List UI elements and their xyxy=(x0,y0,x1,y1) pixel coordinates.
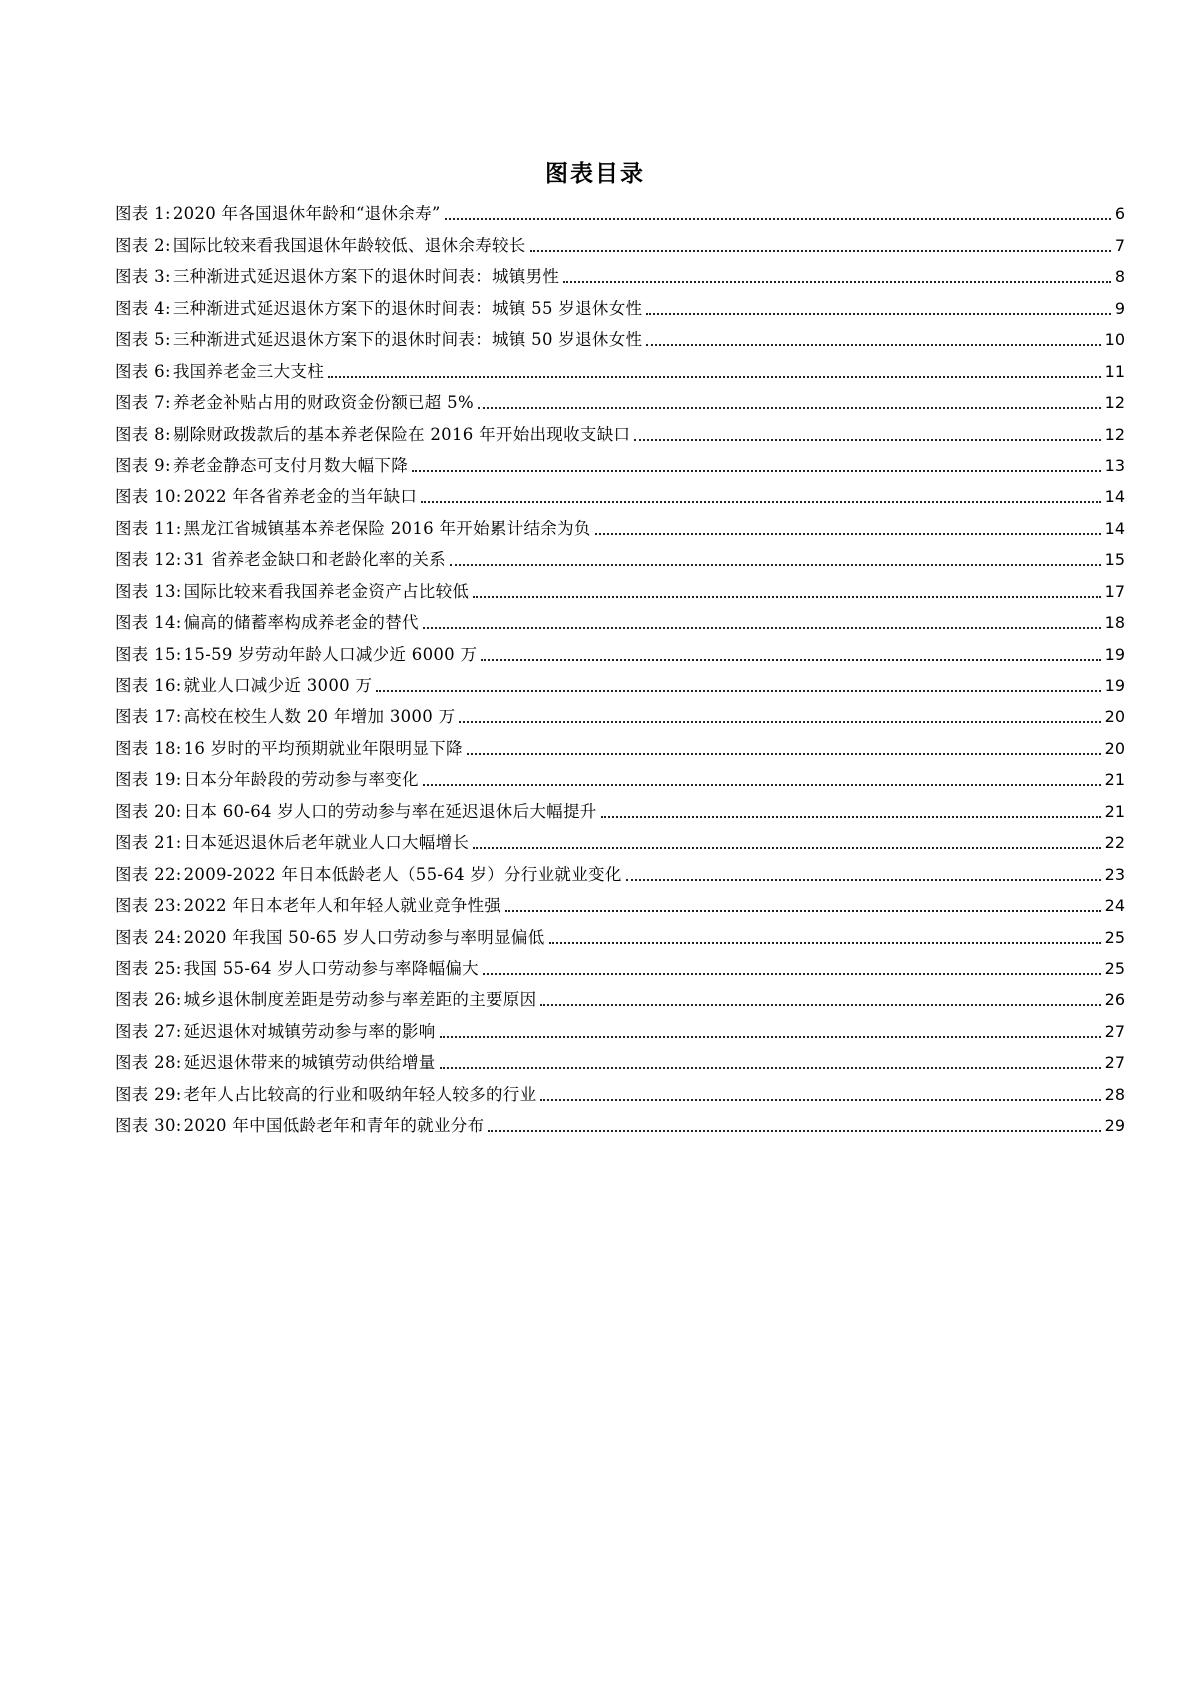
toc-entry-title xyxy=(115,392,474,414)
dot-leader xyxy=(481,658,1100,661)
toc-entry-title xyxy=(115,738,463,760)
dot-leader xyxy=(488,1129,1100,1132)
dot-leader xyxy=(601,815,1101,818)
toc-entry-text: 日本分年龄段的劳动参与率变化 xyxy=(183,770,419,790)
toc-entry[interactable] xyxy=(115,666,1125,697)
dot-leader xyxy=(646,312,1111,315)
toc-page-number[interactable]: 23 xyxy=(1104,864,1125,884)
dot-leader xyxy=(440,1035,1101,1038)
toc-entry-title xyxy=(115,1084,536,1106)
toc-entry-title xyxy=(115,549,446,571)
toc-entry[interactable] xyxy=(115,886,1125,917)
toc-entry-label: 图表 15: xyxy=(115,644,182,664)
toc-entry[interactable] xyxy=(115,1106,1125,1137)
toc-entry[interactable] xyxy=(115,194,1125,225)
dot-leader xyxy=(421,500,1100,503)
toc-page-number[interactable]: 9 xyxy=(1114,298,1125,318)
toc-entry[interactable] xyxy=(115,383,1125,414)
toc-entry[interactable] xyxy=(115,791,1125,822)
toc-entry-label: 图表 29: xyxy=(115,1084,182,1104)
toc-entry-label: 图表 6: xyxy=(115,361,171,381)
toc-entry-text: 国际比较来看我国养老金资产占比较低 xyxy=(183,581,470,601)
toc-entry-text: 养老金补贴占用的财政资金份额已超 5% xyxy=(172,393,474,413)
toc-page-number[interactable]: 27 xyxy=(1104,1021,1125,1041)
dot-leader xyxy=(483,972,1101,975)
toc-entry-title xyxy=(115,1021,436,1043)
toc-entry-label: 图表 5: xyxy=(115,330,171,350)
dot-leader xyxy=(646,343,1100,346)
toc-entry-title xyxy=(115,266,559,288)
toc-entry-text: 国际比较来看我国退休年龄较低、退休余寿较长 xyxy=(172,235,526,255)
toc-page-number[interactable]: 12 xyxy=(1104,424,1125,444)
toc-entry-label: 图表 9: xyxy=(115,455,171,475)
toc-entry-label: 图表 3: xyxy=(115,267,171,287)
dot-leader xyxy=(634,438,1100,441)
table-of-figures xyxy=(115,194,1125,1137)
toc-entry-label: 图表 18: xyxy=(115,738,182,758)
toc-entry-text: 高校在校生人数 20 年增加 3000 万 xyxy=(183,707,456,727)
dot-leader xyxy=(478,406,1101,409)
toc-page-number[interactable]: 13 xyxy=(1104,455,1125,475)
toc-entry[interactable] xyxy=(115,288,1125,319)
toc-entry-title xyxy=(115,832,469,854)
toc-page-number[interactable]: 8 xyxy=(1114,267,1125,287)
dot-leader xyxy=(440,1066,1101,1069)
toc-entry-label: 图表 1: xyxy=(115,204,171,224)
toc-entry-title xyxy=(115,801,597,823)
toc-page-number[interactable]: 21 xyxy=(1104,801,1125,821)
toc-entry-label: 图表 30: xyxy=(115,1116,182,1136)
toc-entry-text: 16 岁时的平均预期就业年限明显下降 xyxy=(183,738,463,758)
toc-page-number[interactable]: 10 xyxy=(1104,330,1125,350)
toc-entry-label: 图表 21: xyxy=(115,833,182,853)
toc-entry[interactable] xyxy=(115,1043,1125,1074)
toc-page-number[interactable]: 19 xyxy=(1104,644,1125,664)
toc-entry-text: 2020 年中国低龄老年和青年的就业分布 xyxy=(183,1116,485,1136)
toc-entry-label: 图表 16: xyxy=(115,676,182,695)
toc-entry-text: 日本 60-64 岁人口的劳动参与率在延迟退休后大幅提升 xyxy=(183,801,597,821)
toc-entry-title xyxy=(115,1052,436,1074)
toc-entry-label: 图表 26: xyxy=(115,990,182,1010)
toc-page-number[interactable]: 20 xyxy=(1104,738,1125,758)
toc-entry[interactable] xyxy=(115,1011,1125,1042)
toc-entry-title xyxy=(115,612,419,634)
toc-entry-label: 图表 11: xyxy=(115,518,182,538)
toc-entry-text: 延迟退休带来的城镇劳动供给增量 xyxy=(183,1053,436,1073)
toc-entry[interactable] xyxy=(115,634,1125,665)
toc-entry-title xyxy=(115,895,501,917)
toc-entry-title xyxy=(115,203,441,225)
toc-entry-label: 图表 27: xyxy=(115,1021,182,1041)
toc-entry-text: 日本延迟退休后老年就业人口大幅增长 xyxy=(183,833,470,853)
toc-entry-label: 图表 7: xyxy=(115,393,171,413)
toc-entry-text: 2022 年日本老年人和年轻人就业竞争性强 xyxy=(183,896,502,916)
toc-entry[interactable] xyxy=(115,225,1125,256)
toc-entry-title xyxy=(115,864,622,886)
toc-page-number[interactable]: 24 xyxy=(1104,896,1125,916)
toc-entry-title xyxy=(115,927,545,949)
toc-entry-label: 图表 23: xyxy=(115,896,182,916)
toc-entry-text: 三种渐进式延迟退休方案下的退休时间表：城镇 50 岁退休女性 xyxy=(172,330,643,350)
dot-leader xyxy=(595,532,1101,535)
toc-entry-title xyxy=(115,361,324,383)
toc-entry-title xyxy=(115,706,455,728)
toc-page-number[interactable]: 14 xyxy=(1104,518,1125,538)
toc-entry-text: 2022 年各省养老金的当年缺口 xyxy=(183,487,418,507)
dot-leader xyxy=(530,249,1111,252)
toc-page-number[interactable]: 7 xyxy=(1114,235,1125,255)
dot-leader xyxy=(467,752,1101,755)
toc-entry-title xyxy=(115,518,591,540)
toc-entry[interactable] xyxy=(115,823,1125,854)
toc-entry-label: 图表 10: xyxy=(115,487,182,507)
toc-entry-label: 图表 22: xyxy=(115,864,182,884)
toc-entry[interactable] xyxy=(115,571,1125,602)
toc-page-number[interactable]: 27 xyxy=(1104,1053,1125,1073)
toc-entry[interactable] xyxy=(115,697,1125,728)
toc-page-number[interactable]: 17 xyxy=(1104,581,1125,601)
toc-entry-label: 图表 25: xyxy=(115,958,182,978)
dot-leader xyxy=(626,878,1101,881)
toc-entry[interactable] xyxy=(115,414,1125,445)
toc-entry[interactable] xyxy=(115,760,1125,791)
dot-leader xyxy=(563,280,1111,283)
toc-entry-title xyxy=(115,581,469,603)
toc-entry[interactable] xyxy=(115,728,1125,759)
toc-entry-title xyxy=(115,644,477,666)
toc-entry-text: 延迟退休对城镇劳动参与率的影响 xyxy=(183,1021,436,1041)
toc-entry[interactable] xyxy=(115,1074,1125,1105)
toc-entry-title xyxy=(115,769,419,791)
toc-page-number[interactable]: 25 xyxy=(1104,927,1125,947)
toc-entry-label: 图表 28: xyxy=(115,1053,182,1073)
toc-entry-text: 我国 55-64 岁人口劳动参与率降幅偏大 xyxy=(183,958,479,978)
toc-entry-label: 图表 4: xyxy=(115,298,171,318)
toc-page-number[interactable]: 6 xyxy=(1114,204,1125,224)
toc-page-number[interactable]: 14 xyxy=(1104,487,1125,507)
dot-leader xyxy=(473,595,1100,598)
toc-entry-label: 图表 24: xyxy=(115,927,182,947)
toc-entry-title xyxy=(115,1115,484,1137)
toc-entry-text: 养老金静态可支付月数大幅下降 xyxy=(172,455,409,475)
toc-entry-label: 图表 12: xyxy=(115,550,182,570)
toc-entry[interactable] xyxy=(115,949,1125,980)
dot-leader xyxy=(473,846,1100,849)
toc-page-number[interactable]: 12 xyxy=(1104,393,1125,413)
toc-entry-title xyxy=(115,424,630,446)
toc-entry[interactable] xyxy=(115,980,1125,1011)
toc-entry-text: 剔除财政拨款后的基本养老保险在 2016 年开始出现收支缺口 xyxy=(172,424,631,444)
toc-page-number[interactable]: 15 xyxy=(1104,550,1125,570)
toc-entry-label: 图表 2: xyxy=(115,235,171,255)
toc-page-number[interactable]: 26 xyxy=(1104,990,1125,1010)
toc-entry-label: 图表 13: xyxy=(115,581,182,601)
toc-entry-text: 老年人占比较高的行业和吸纳年轻人较多的行业 xyxy=(183,1084,537,1104)
toc-entry-title xyxy=(115,486,417,508)
dot-leader xyxy=(328,375,1101,378)
toc-page-number[interactable]: 19 xyxy=(1104,676,1125,695)
toc-entry-label: 图表 19: xyxy=(115,770,182,790)
toc-entry[interactable] xyxy=(115,477,1125,508)
toc-page-number[interactable]: 11 xyxy=(1104,361,1125,381)
dot-leader xyxy=(549,941,1101,944)
toc-entry[interactable] xyxy=(115,320,1125,351)
toc-entry-title xyxy=(115,235,526,257)
toc-entry[interactable] xyxy=(115,917,1125,948)
dot-leader xyxy=(459,720,1100,723)
toc-entry-text: 黑龙江省城镇基本养老保险 2016 年开始累计结余为负 xyxy=(183,518,591,538)
toc-entry-title xyxy=(115,329,642,351)
dot-leader xyxy=(376,689,1100,692)
toc-entry-text: 31 省养老金缺口和老龄化率的关系 xyxy=(183,550,446,570)
toc-entry-text: 三种渐进式延迟退休方案下的退休时间表：城镇男性 xyxy=(172,267,560,287)
toc-page-number[interactable]: 25 xyxy=(1104,958,1125,978)
dot-leader xyxy=(423,626,1101,629)
toc-entry-text: 偏高的储蓄率构成养老金的替代 xyxy=(183,613,419,633)
dot-leader xyxy=(505,909,1100,912)
toc-entry[interactable] xyxy=(115,257,1125,288)
toc-page-number[interactable]: 29 xyxy=(1104,1116,1125,1136)
toc-entry-text: 三种渐进式延迟退休方案下的退休时间表：城镇 55 岁退休女性 xyxy=(172,298,643,318)
toc-entry-label: 图表 17: xyxy=(115,707,182,727)
toc-entry[interactable] xyxy=(115,854,1125,885)
dot-leader xyxy=(445,217,1111,220)
toc-entry[interactable] xyxy=(115,508,1125,539)
dot-leader xyxy=(540,1098,1100,1101)
toc-entry-text: 就业人口减少近 3000 万 xyxy=(183,676,373,695)
dot-leader xyxy=(423,783,1101,786)
toc-page-number[interactable]: 21 xyxy=(1104,770,1125,790)
toc-page-number[interactable]: 20 xyxy=(1104,707,1125,727)
toc-entry-title xyxy=(115,675,372,697)
toc-page-number[interactable]: 18 xyxy=(1104,613,1125,633)
page-title: 图表目录 xyxy=(545,160,645,188)
toc-entry-title xyxy=(115,298,642,320)
toc-entry-text: 城乡退休制度差距是劳动参与率差距的主要原因 xyxy=(183,990,537,1010)
toc-entry-title xyxy=(115,989,536,1011)
toc-entry[interactable] xyxy=(115,446,1125,477)
toc-entry[interactable] xyxy=(115,603,1125,634)
toc-entry-label: 图表 20: xyxy=(115,801,182,821)
dot-leader xyxy=(450,563,1101,566)
toc-entry-text: 15-59 岁劳动年龄人口减少近 6000 万 xyxy=(183,644,478,664)
dot-leader xyxy=(412,469,1101,472)
toc-entry-label: 图表 8: xyxy=(115,424,171,444)
toc-entry-title xyxy=(115,455,408,477)
toc-entry[interactable] xyxy=(115,351,1125,382)
toc-entry-text: 我国养老金三大支柱 xyxy=(172,361,325,381)
toc-page-number[interactable]: 22 xyxy=(1104,833,1125,853)
toc-entry[interactable] xyxy=(115,540,1125,571)
toc-entry-title xyxy=(115,958,479,980)
toc-page-number[interactable]: 28 xyxy=(1104,1084,1125,1104)
dot-leader xyxy=(540,1003,1100,1006)
toc-entry-text: 2009-2022 年日本低龄老人（55-64 岁）分行业就业变化 xyxy=(183,864,622,884)
toc-entry-label: 图表 14: xyxy=(115,613,182,633)
toc-entry-text: 2020 年各国退休年龄和“退休余寿” xyxy=(172,204,441,224)
toc-entry-text: 2020 年我国 50-65 岁人口劳动参与率明显偏低 xyxy=(183,927,545,947)
